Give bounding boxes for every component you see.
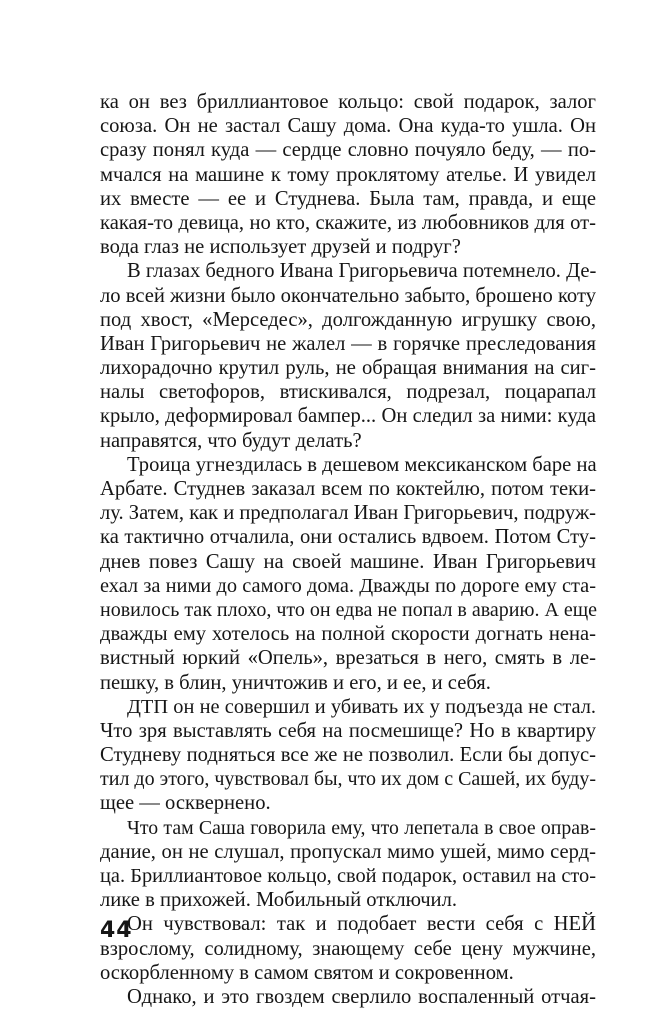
text-line: дание, он не слушал, пропускал мимо ушей, мимо серд- bbox=[100, 840, 596, 863]
text-line: ехал за ними до самого дома. Дважды по дороге ему ста- bbox=[100, 574, 596, 597]
text-line: лу. Затем, как и предполагал Иван Григорьевич, подруж- bbox=[100, 502, 597, 525]
paragraph-first-line: Он чувствовал: так и подобает вести себя с НЕЙ bbox=[127, 913, 596, 936]
paragraph-first-line: В глазах бедного Ивана Григорьевича потемнело. Де- bbox=[127, 260, 597, 283]
paragraph-first-line: Троица угнездилась в дешевом мексиканском баре на bbox=[127, 453, 597, 476]
text-line: лихорадочно крутил руль, не обращая внимания на сиг- bbox=[100, 357, 596, 380]
text-line: налы светофоров, втискивался, подрезал, поцарапал bbox=[100, 381, 596, 404]
text-line: ло всей жизни было окончательно забыто, брошено коту bbox=[100, 284, 596, 307]
text-line: щее — осквернено. bbox=[100, 792, 271, 815]
text-line: ца. Бриллиантовое кольцо, свой подарок, оставил на сто- bbox=[100, 865, 596, 887]
text-line: вода глаз не использует друзей и подруг? bbox=[100, 236, 461, 259]
text-line: союза. Он не застал Сашу дома. Она куда-то ушла. Он bbox=[100, 115, 596, 138]
text-line: Что зря выставлять себя на посмешище? Но в квартиру bbox=[100, 719, 596, 742]
body-text bbox=[100, 90, 596, 1009]
text-line: оскорбленному в самом святом и сокровенном. bbox=[100, 961, 514, 984]
text-line: лике в прихожей. Мобильный отключил. bbox=[100, 889, 458, 912]
page-number: 44 bbox=[100, 918, 133, 943]
text-line: Иван Григорьевич не жалел — в горячке преследования bbox=[100, 332, 596, 355]
text-line: взрослому, солидному, знающему себе цену мужчине, bbox=[100, 937, 596, 960]
text-line: какая-то девица, но кто, скажите, из любовников для от- bbox=[100, 211, 596, 234]
paragraph-first-line: Однако, и это гвоздем сверлило воспаленный отчая- bbox=[127, 985, 596, 1008]
text-line: ка он вез бриллиантовое кольцо: свой подарок, залог bbox=[100, 91, 596, 113]
text-line: ка тактично отчалила, они остались вдвоем. Потом Сту- bbox=[100, 526, 596, 549]
text-line: их вместе — ее и Студнева. Была там, правда, и еще bbox=[100, 187, 596, 210]
text-line: направятся, что будут делать? bbox=[100, 429, 362, 452]
text-line: пешку, в блин, уничтожив и его, и ее, и себя. bbox=[100, 671, 491, 694]
text-line: сразу понял куда — сердце словно почуяло беду, — по- bbox=[100, 139, 596, 162]
text-line: Арбате. Студнев заказал всем по коктейлю, потом теки- bbox=[100, 478, 596, 500]
text-line: Студневу подняться все же не позволил. Если бы допус- bbox=[100, 744, 596, 767]
paragraph-first-line: ДТП он не совершил и убивать их у подъезда не стал. bbox=[127, 695, 596, 718]
text-line: дважды ему хотелось на полной скорости догнать нена- bbox=[100, 623, 596, 646]
paragraph-first-line: Что там Саша говорила ему, что лепетала в свое оправ- bbox=[127, 816, 596, 839]
text-line: тил до этого, чувствовал бы, что их дом с Сашей, их буду- bbox=[100, 768, 596, 791]
text-line: под хвост, «Мерседес», долгожданную игрушку свою, bbox=[100, 308, 596, 331]
text-line: мчался на машине к тому проклятому ателье. И увидел bbox=[100, 163, 596, 186]
text-line: крыло, деформировал бампер... Он следил за ними: куда bbox=[100, 405, 596, 428]
text-line: новилось так плохо, что он едва не попал в аварию. А еще bbox=[100, 598, 598, 621]
text-line: вистный юркий «Опель», врезаться в него, смять в ле- bbox=[100, 647, 596, 670]
text-line: днев повез Сашу на своей машине. Иван Григорьевич bbox=[100, 550, 596, 573]
